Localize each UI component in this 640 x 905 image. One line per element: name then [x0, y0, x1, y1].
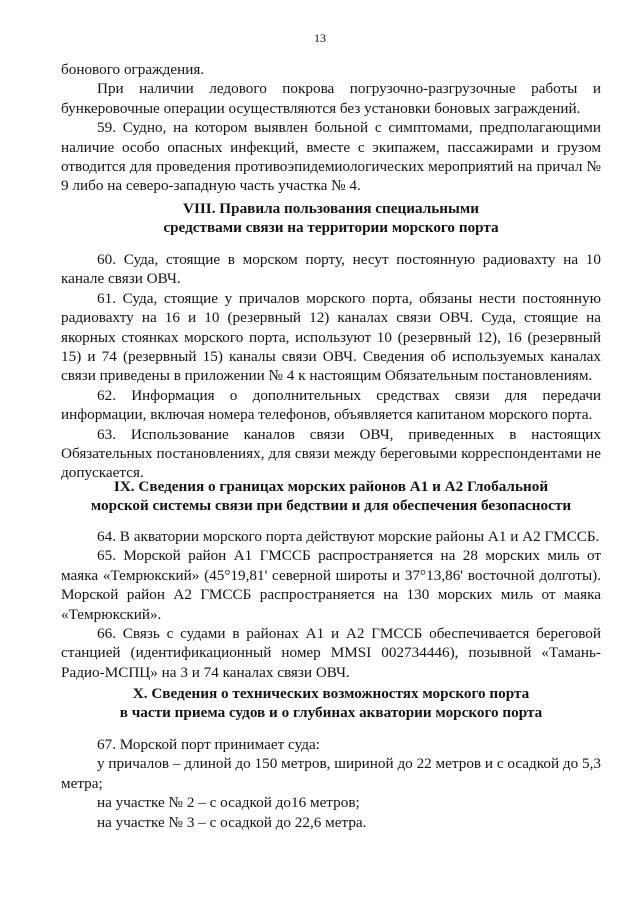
section-viii-heading-line-1: VIII. Правила пользования специальными: [183, 200, 479, 217]
paragraph-item-61: 61. Суда, стоящие у причалов морского порта, обязаны нести постоянную радиовахту на 16 и 10 (резервный 12) каналах связи ОВЧ. Суда, стоящие на якорных стоянках морского порта, используют 10 (резервный 12), 16 (резервный 15) и 74 (резервный 15) каналы связи ОВЧ. Сведения об используемых каналах связи приведены в приложении № 4 к настоящим Обязательным постановлениям.: [61, 289, 601, 385]
paragraph-item-65: 65. Морской район А1 ГМССБ распространяется на 28 морских миль от маяка «Темрюкский» (45°19,81' северной широты и 37°13,86' восточной долготы). Морской район А2 ГМССБ распространяется на 130 морских миль от маяка «Темрюкский».: [61, 547, 601, 623]
section-ix-body: [61, 527, 601, 682]
paragraph-item-67: 67. Морской порт принимает суда:: [97, 736, 320, 753]
section-viii-heading-line-2: средствами связи на территории морского порта: [163, 219, 499, 237]
section-x-heading: [61, 684, 601, 723]
section-x-heading-line-1: X. Сведения о технических возможностях морского порта: [132, 685, 530, 702]
page-number: 13: [314, 31, 326, 45]
paragraph-item-60: 60. Суда, стоящие в морском порту, несут постоянную радиовахту на 10 канале связи ОВЧ.: [61, 251, 601, 288]
section-ix-heading: [61, 477, 601, 516]
paragraph-ice-cover: При наличии ледового покрова погрузочно-разгрузочные работы и бункеровочные операции осуществляются без установки боновых заграждений.: [61, 80, 601, 117]
paragraph-item-64: 64. В акватории морского порта действуют морские районы А1 и А2 ГМССБ.: [97, 528, 600, 545]
paragraph-item-63: 63. Использование каналов связи ОВЧ, приведенных в настоящих Обязательных постановлениях, для связи между береговыми корреспондентами не допускается.: [61, 425, 601, 482]
intro-section: [61, 60, 601, 196]
section-x-heading-line-2: в части приема судов и о глубинах акватории морского порта: [119, 704, 543, 722]
paragraph-area-2: на участке № 2 – с осадкой до16 метров;: [97, 794, 360, 812]
section-viii-heading: [61, 199, 601, 238]
paragraph-item-62: 62. Информация о дополнительных средствах связи для передачи информации, включая номера телефонов, объявляется капитаном морского порта.: [61, 386, 601, 424]
section-ix-heading-line-1: IX. Сведения о границах морских районов А1 и А2 Глобальной: [113, 478, 549, 495]
paragraph-area-3: на участке № 3 – с осадкой до 22,6 метра.: [97, 813, 367, 831]
paragraph-item-66: 66. Связь с судами в районах А1 и А2 ГМССБ обеспечивается береговой станцией (идентификационный номер MMSI 002734446), позывной «Тамань-Радио-МСПЦ» на 3 и 74 каналах связи ОВЧ.: [61, 625, 601, 681]
section-ix-heading-line-2: морской системы связи при бедствии и для обеспечения безопасности: [90, 497, 572, 515]
paragraph-continuation: бонового ограждения.: [61, 61, 205, 78]
section-x-body: [61, 735, 601, 832]
paragraph-item-59: 59. Судно, на котором выявлен больной с симптомами, предполагающими наличие особо опасных инфекций, вместе с экипажем, пассажирами и грузом отводится для проведения противоэпидемиологических мероприятий на причал № 9 либо на северо-западную часть участка № 4.: [61, 119, 601, 195]
section-viii-body: [61, 250, 601, 483]
paragraph-berths: у причалов – длиной до 150 метров, шириной до 22 метров и с осадкой до 5,3 метра;: [61, 755, 601, 792]
